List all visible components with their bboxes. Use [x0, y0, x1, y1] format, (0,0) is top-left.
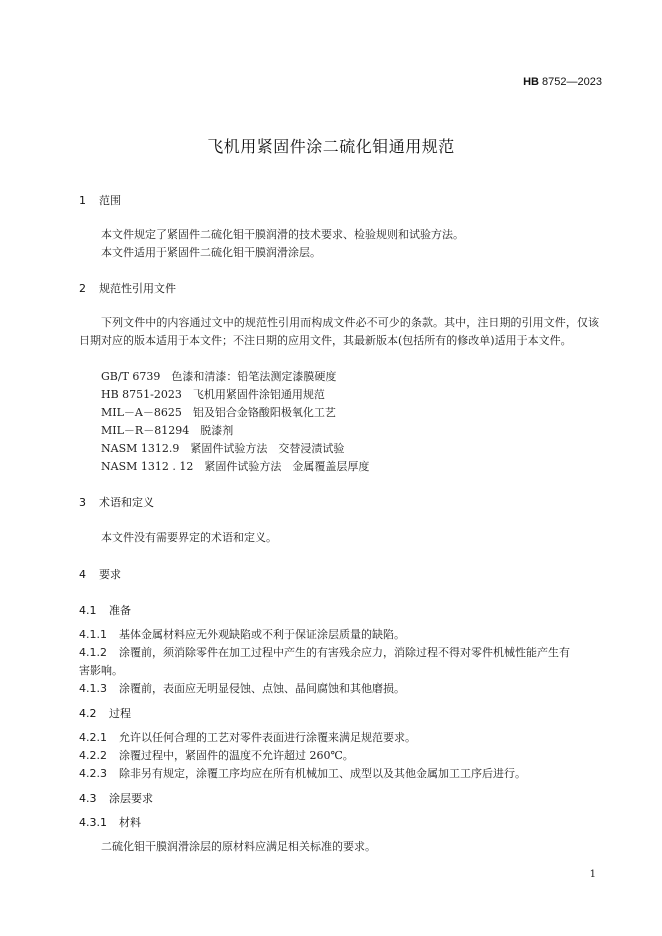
- section-1-paragraph-2: 本文件适用于紧固件二硫化钼干膜润滑涂层。: [101, 246, 321, 259]
- section-4-heading: [79, 566, 121, 582]
- subsection-4-1-heading: [79, 602, 131, 618]
- clause-number: 4.1.3: [79, 682, 107, 695]
- clause-text: 允许以任何合理的工艺对零件表面进行涂覆来满足规范要求。: [119, 731, 416, 744]
- section-number: 4: [79, 568, 86, 581]
- subsection-number: 4.1: [79, 604, 97, 617]
- page-number: 1: [589, 869, 596, 880]
- reference-code: HB 8751-2023: [101, 388, 182, 401]
- section-title: 术语和定义: [99, 496, 154, 509]
- subsection-4-3-1-paragraph: 二硫化钼干膜润滑涂层的原材料应满足相关标准的要求。: [101, 840, 376, 853]
- reference-name: 脱漆剂: [200, 424, 234, 437]
- subsection-4-3-1-heading: [79, 814, 141, 830]
- clause-text: 除非另有规定，涂覆工序均应在所有机械加工、成型以及其他金属加工工序后进行。: [119, 767, 526, 780]
- clause-number: 4.2.2: [79, 749, 107, 762]
- subsection-4-2-heading: [79, 705, 131, 721]
- reference-name: 紧固件试验方法 交替浸渍试验: [190, 442, 345, 455]
- reference-name: 飞机用紧固件涂铝通用规范: [192, 388, 325, 401]
- section-2-heading: [79, 280, 176, 296]
- section-2-intro: 下列文件中的内容通过文中的规范性引用而构成文件必不可少的条款。其中，注日期的引用文件，仅该日期对应的版本适用于本文件；不注日期的应用文件，其最新版本(包括所有的修改单)适用于本文件。: [79, 316, 599, 347]
- section-title: 要求: [99, 568, 121, 581]
- section-title: 规范性引用文件: [99, 282, 176, 295]
- subsection-title: 涂层要求: [109, 792, 153, 805]
- clause-text: 涂覆前，表面应无明显侵蚀、点蚀、晶间腐蚀和其他磨损。: [119, 682, 405, 695]
- reference-name: 铝及铝合金铬酸阳极氧化工艺: [192, 406, 336, 419]
- clause-4-2-3: [79, 765, 526, 783]
- subsection-number: 4.3.1: [79, 816, 107, 829]
- standard-code-prefix: HB: [523, 76, 539, 88]
- section-number: 3: [79, 496, 86, 509]
- clause-text: 涂覆过程中，紧固件的温度不允许超过 260℃。: [119, 749, 354, 762]
- clause-4-2-2: [79, 747, 354, 765]
- clause-number: 4.2.3: [79, 767, 107, 780]
- section-1-paragraph-1: 本文件规定了紧固件二硫化钼干膜润滑的技术要求、检验规则和试验方法。: [101, 228, 464, 241]
- clause-4-1-3: [79, 680, 405, 698]
- clause-number: 4.1.1: [79, 628, 107, 641]
- subsection-4-3-heading: [79, 790, 153, 806]
- subsection-number: 4.2: [79, 707, 97, 720]
- standard-code-number: 8752—2023: [539, 76, 602, 88]
- reference-name: 色漆和清漆：铅笔法测定漆膜硬度: [171, 370, 337, 383]
- reference-code: NASM 1312.9: [101, 442, 180, 455]
- section-1-heading: [79, 192, 121, 208]
- section-title: 范围: [99, 194, 121, 207]
- reference-item: [101, 386, 325, 404]
- reference-item: [101, 458, 369, 476]
- section-number: 1: [79, 194, 86, 207]
- clause-4-1-2: [79, 644, 570, 662]
- clause-text: 涂覆前，须消除零件在加工过程中产生的有害残余应力，消除过程不得对零件机械性能产生有: [119, 646, 570, 659]
- clause-4-1-1: [79, 626, 405, 644]
- document-title: 飞机用紧固件涂二硫化钼通用规范: [207, 137, 455, 156]
- reference-item: [101, 368, 336, 386]
- reference-code: GB/T 6739: [101, 370, 161, 383]
- reference-name: 紧固件试验方法 金属覆盖层厚度: [204, 460, 370, 473]
- reference-item: [101, 404, 336, 422]
- clause-text: 基体金属材料应无外观缺陷或不利于保证涂层质量的缺陷。: [119, 628, 405, 641]
- reference-item: [101, 440, 344, 458]
- section-3-paragraph: 本文件没有需要界定的术语和定义。: [101, 531, 277, 544]
- section-3-heading: [79, 494, 154, 510]
- standard-code: [523, 76, 602, 88]
- reference-item: [101, 422, 233, 440]
- reference-code: MIL－R－81294: [101, 424, 190, 437]
- reference-code: NASM 1312 . 12: [101, 460, 194, 473]
- clause-number: 4.2.1: [79, 731, 107, 744]
- subsection-title: 准备: [109, 604, 131, 617]
- subsection-title: 材料: [119, 816, 141, 829]
- clause-number: 4.1.2: [79, 646, 107, 659]
- clause-4-2-1: [79, 729, 416, 747]
- subsection-title: 过程: [109, 707, 131, 720]
- subsection-number: 4.3: [79, 792, 97, 805]
- section-number: 2: [79, 282, 86, 295]
- reference-code: MIL－A－8625: [101, 406, 182, 419]
- clause-4-1-2-continuation: 害影响。: [79, 664, 123, 677]
